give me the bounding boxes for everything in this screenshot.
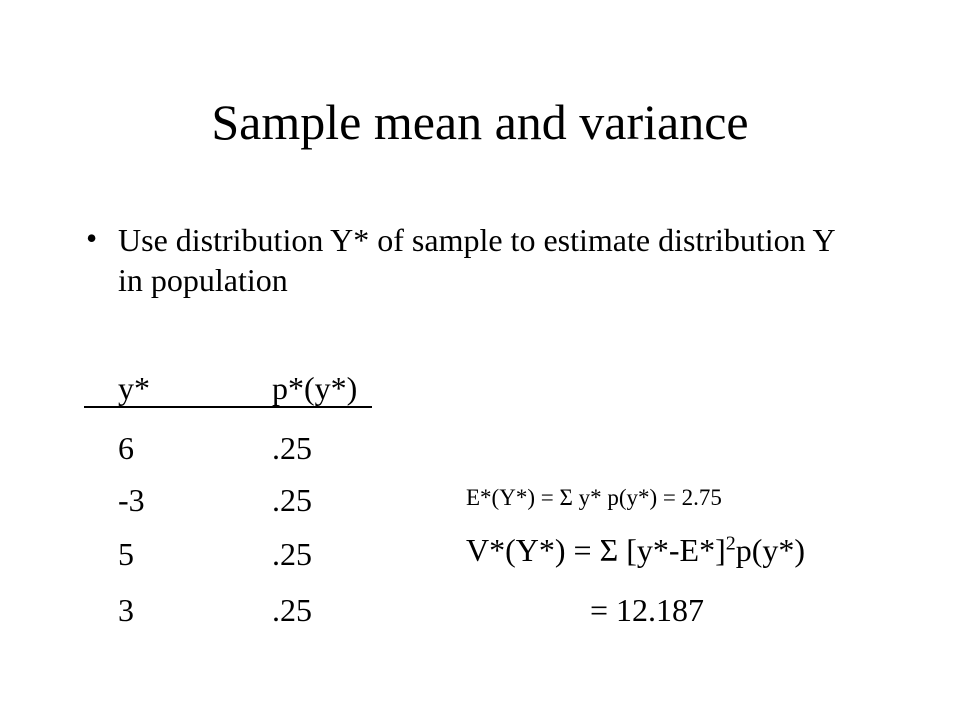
variance-exponent: 2 bbox=[725, 532, 736, 555]
cell-p: .25 bbox=[272, 482, 312, 518]
variance-right: p(y*) bbox=[735, 532, 806, 568]
header-underline bbox=[84, 406, 372, 408]
variance-left: V*(Y*) = Σ [y*-E*] bbox=[466, 532, 726, 568]
cell-y: -3 bbox=[118, 482, 145, 518]
cell-y: 3 bbox=[118, 592, 134, 628]
cell-y: 5 bbox=[118, 536, 134, 572]
cell-p: .25 bbox=[272, 536, 312, 572]
slide-title: Sample mean and variance bbox=[211, 94, 749, 150]
bullet-text: Use distribution Y* of sample to estimate distribution Y in population bbox=[118, 222, 835, 298]
cell-p: .25 bbox=[272, 592, 312, 628]
header-y: y* bbox=[118, 370, 150, 406]
header-p: p*(y*) bbox=[272, 370, 358, 406]
cell-y: 6 bbox=[118, 430, 134, 466]
cell-p: .25 bbox=[272, 430, 312, 466]
expectation-equation: E*(Y*) = Σ y* p(y*) = 2.75 bbox=[466, 485, 722, 510]
variance-result: = 12.187 bbox=[590, 592, 705, 628]
variance-equation bbox=[466, 530, 805, 570]
bullet-marker: • bbox=[86, 220, 98, 256]
